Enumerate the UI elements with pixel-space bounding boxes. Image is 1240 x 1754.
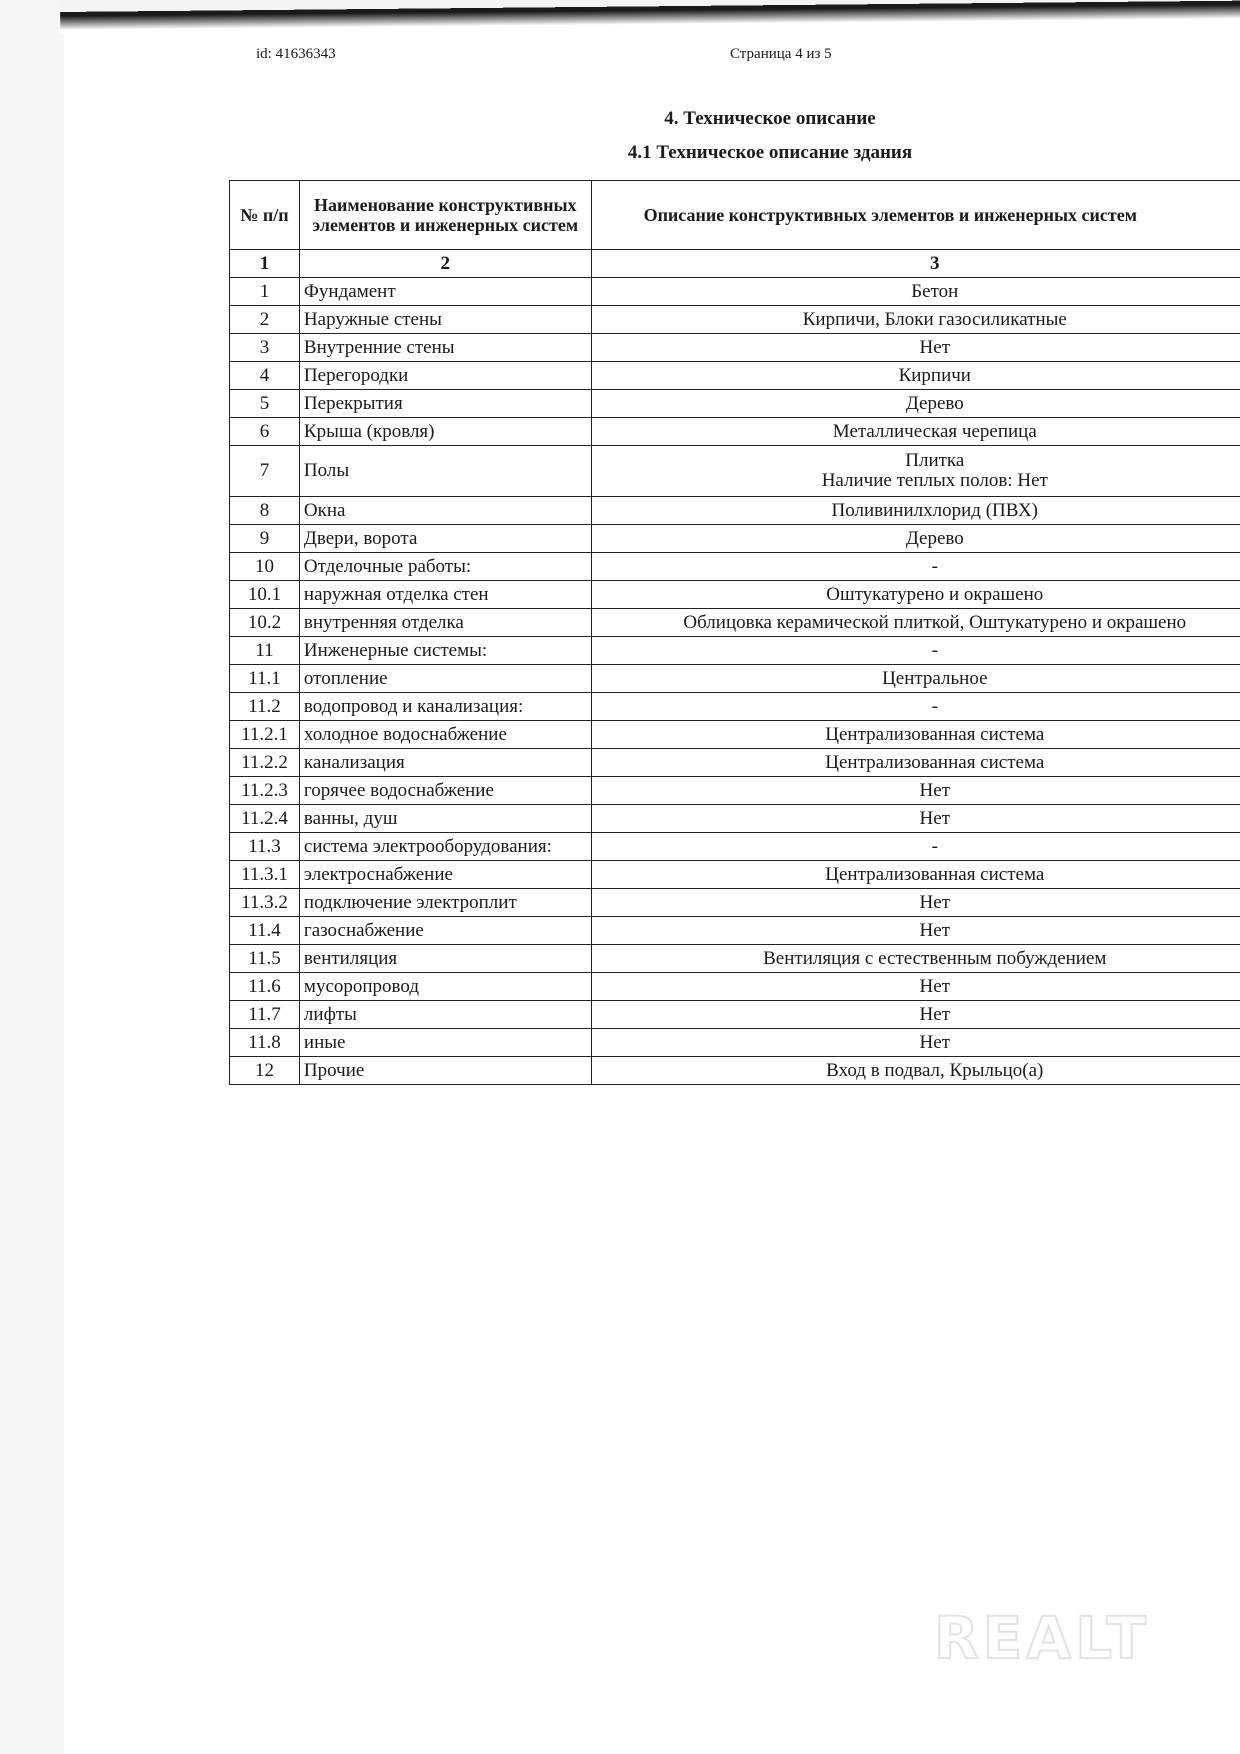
row-description: Нет xyxy=(591,777,1240,805)
column-index-row xyxy=(230,250,1240,278)
table-row xyxy=(230,693,1240,721)
row-element-name: Полы xyxy=(299,446,591,497)
row-number: 11.4 xyxy=(230,917,300,945)
row-number: 11.3.2 xyxy=(230,889,300,917)
header-desc: Описание конструктивных элементов и инженерных систем xyxy=(591,181,1240,250)
row-element-name: Крыша (кровля) xyxy=(299,418,591,446)
table-row xyxy=(230,446,1240,497)
scan-top-edge xyxy=(60,0,1240,34)
row-element-name: Внутренние стены xyxy=(299,334,591,362)
row-description-line: Плитка xyxy=(905,450,965,471)
column-index: 1 xyxy=(230,250,300,278)
table-row xyxy=(230,525,1240,553)
table-row xyxy=(230,1029,1240,1057)
row-description: Централизованная система xyxy=(591,721,1240,749)
row-description: - xyxy=(591,833,1240,861)
row-element-name: внутренняя отделка xyxy=(299,609,591,637)
row-description: Кирпичи xyxy=(591,362,1240,390)
row-number: 11.7 xyxy=(230,1001,300,1029)
row-number: 11.2.1 xyxy=(230,721,300,749)
table-row xyxy=(230,418,1240,446)
table-row xyxy=(230,833,1240,861)
table-row xyxy=(230,334,1240,362)
row-element-name: Инженерные системы: xyxy=(299,637,591,665)
table-row xyxy=(230,721,1240,749)
table-row xyxy=(230,390,1240,418)
row-element-name: лифты xyxy=(299,1001,591,1029)
column-index: 2 xyxy=(299,250,591,278)
header-name: Наименование конструктивных элементов и инженерных систем xyxy=(299,181,591,250)
row-element-name: отопление xyxy=(299,665,591,693)
row-element-name: Перегородки xyxy=(299,362,591,390)
row-number: 10 xyxy=(230,553,300,581)
table-row xyxy=(230,917,1240,945)
row-number: 12 xyxy=(230,1057,300,1085)
row-description: - xyxy=(591,553,1240,581)
row-number: 7 xyxy=(230,446,300,497)
row-description: Центральное xyxy=(591,665,1240,693)
column-index: 3 xyxy=(591,250,1240,278)
row-description-line: Наличие теплых полов: Нет xyxy=(821,470,1048,491)
row-number: 11.1 xyxy=(230,665,300,693)
row-description: - xyxy=(591,637,1240,665)
row-number: 11.3 xyxy=(230,833,300,861)
table-row xyxy=(230,945,1240,973)
row-number: 3 xyxy=(230,334,300,362)
table-row xyxy=(230,973,1240,1001)
table-row xyxy=(230,306,1240,334)
row-description: Вентиляция с естественным побуждением xyxy=(591,945,1240,973)
row-description: Кирпичи, Блоки газосиликатные xyxy=(591,306,1240,334)
row-element-name: подключение электроплит xyxy=(299,889,591,917)
row-element-name: мусоропровод xyxy=(299,973,591,1001)
row-element-name: газоснабжение xyxy=(299,917,591,945)
row-element-name: Фундамент xyxy=(299,278,591,306)
section-title: 4. Техническое описание xyxy=(664,108,876,129)
row-number: 11 xyxy=(230,637,300,665)
subsection-title: 4.1 Техническое описание здания xyxy=(627,142,913,163)
row-description: Нет xyxy=(591,973,1240,1001)
row-element-name: холодное водоснабжение xyxy=(299,721,591,749)
table-row xyxy=(230,609,1240,637)
row-description: Нет xyxy=(591,805,1240,833)
table-row xyxy=(230,777,1240,805)
row-element-name: Окна xyxy=(299,497,591,525)
row-description: Поливинилхлорид (ПВХ) xyxy=(591,497,1240,525)
row-description: Нет xyxy=(591,889,1240,917)
row-number: 1 xyxy=(230,278,300,306)
table-row xyxy=(230,581,1240,609)
row-number: 2 xyxy=(230,306,300,334)
row-description: Централизованная система xyxy=(591,749,1240,777)
table-row xyxy=(230,889,1240,917)
document-id: id: 41636343 xyxy=(256,46,336,62)
row-element-name: Наружные стены xyxy=(299,306,591,334)
row-number: 11.5 xyxy=(230,945,300,973)
row-number: 11.2.2 xyxy=(230,749,300,777)
realt-watermark-logo: REALT xyxy=(934,1604,1151,1672)
row-element-name: электроснабжение xyxy=(299,861,591,889)
table-row xyxy=(230,861,1240,889)
row-description: Дерево xyxy=(591,390,1240,418)
row-description: Нет xyxy=(591,334,1240,362)
table-row xyxy=(230,637,1240,665)
row-element-name: Прочие xyxy=(299,1057,591,1085)
row-number: 11.2.3 xyxy=(230,777,300,805)
table-row xyxy=(230,553,1240,581)
table-row xyxy=(230,497,1240,525)
row-number: 11.8 xyxy=(230,1029,300,1057)
table-body xyxy=(230,250,1240,1085)
table-header-row xyxy=(230,181,1240,250)
technical-description-table xyxy=(229,180,1240,1085)
table-row xyxy=(230,1001,1240,1029)
row-number: 10.2 xyxy=(230,609,300,637)
page-number: Страница 4 из 5 xyxy=(730,46,832,62)
row-description: Нет xyxy=(591,1001,1240,1029)
technical-description-table-wrap xyxy=(229,180,1240,1120)
row-description: Централизованная система xyxy=(591,861,1240,889)
row-description: Бетон xyxy=(591,278,1240,306)
row-element-name: ванны, душ xyxy=(299,805,591,833)
row-element-name: канализация xyxy=(299,749,591,777)
row-element-name: система электрооборудования: xyxy=(299,833,591,861)
header-num: № п/п xyxy=(230,181,300,250)
table-row xyxy=(230,665,1240,693)
row-element-name: наружная отделка стен xyxy=(299,581,591,609)
row-element-name: Отделочные работы: xyxy=(299,553,591,581)
row-number: 6 xyxy=(230,418,300,446)
row-number: 4 xyxy=(230,362,300,390)
row-number: 5 xyxy=(230,390,300,418)
row-description: Оштукатурено и окрашено xyxy=(591,581,1240,609)
row-number: 8 xyxy=(230,497,300,525)
row-description: Облицовка керамической плиткой, Оштукатурено и окрашено xyxy=(591,609,1240,637)
row-description: Вход в подвал, Крыльцо(а) xyxy=(591,1057,1240,1085)
table-row xyxy=(230,1057,1240,1085)
row-description: Металлическая черепица xyxy=(591,418,1240,446)
row-description: Дерево xyxy=(591,525,1240,553)
row-element-name: иные xyxy=(299,1029,591,1057)
row-description xyxy=(591,446,1240,497)
row-element-name: водопровод и канализация: xyxy=(299,693,591,721)
table-row xyxy=(230,749,1240,777)
scan-left-margin xyxy=(0,0,64,1754)
row-number: 11.2 xyxy=(230,693,300,721)
row-number: 11.3.1 xyxy=(230,861,300,889)
table-row xyxy=(230,362,1240,390)
row-element-name: Перекрытия xyxy=(299,390,591,418)
row-element-name: горячее водоснабжение xyxy=(299,777,591,805)
row-element-name: вентиляция xyxy=(299,945,591,973)
row-number: 11.6 xyxy=(230,973,300,1001)
row-number: 9 xyxy=(230,525,300,553)
row-description: Нет xyxy=(591,1029,1240,1057)
row-number: 10.1 xyxy=(230,581,300,609)
row-element-name: Двери, ворота xyxy=(299,525,591,553)
table-row xyxy=(230,805,1240,833)
row-number: 11.2.4 xyxy=(230,805,300,833)
table-row xyxy=(230,278,1240,306)
row-description: Нет xyxy=(591,917,1240,945)
row-description: - xyxy=(591,693,1240,721)
